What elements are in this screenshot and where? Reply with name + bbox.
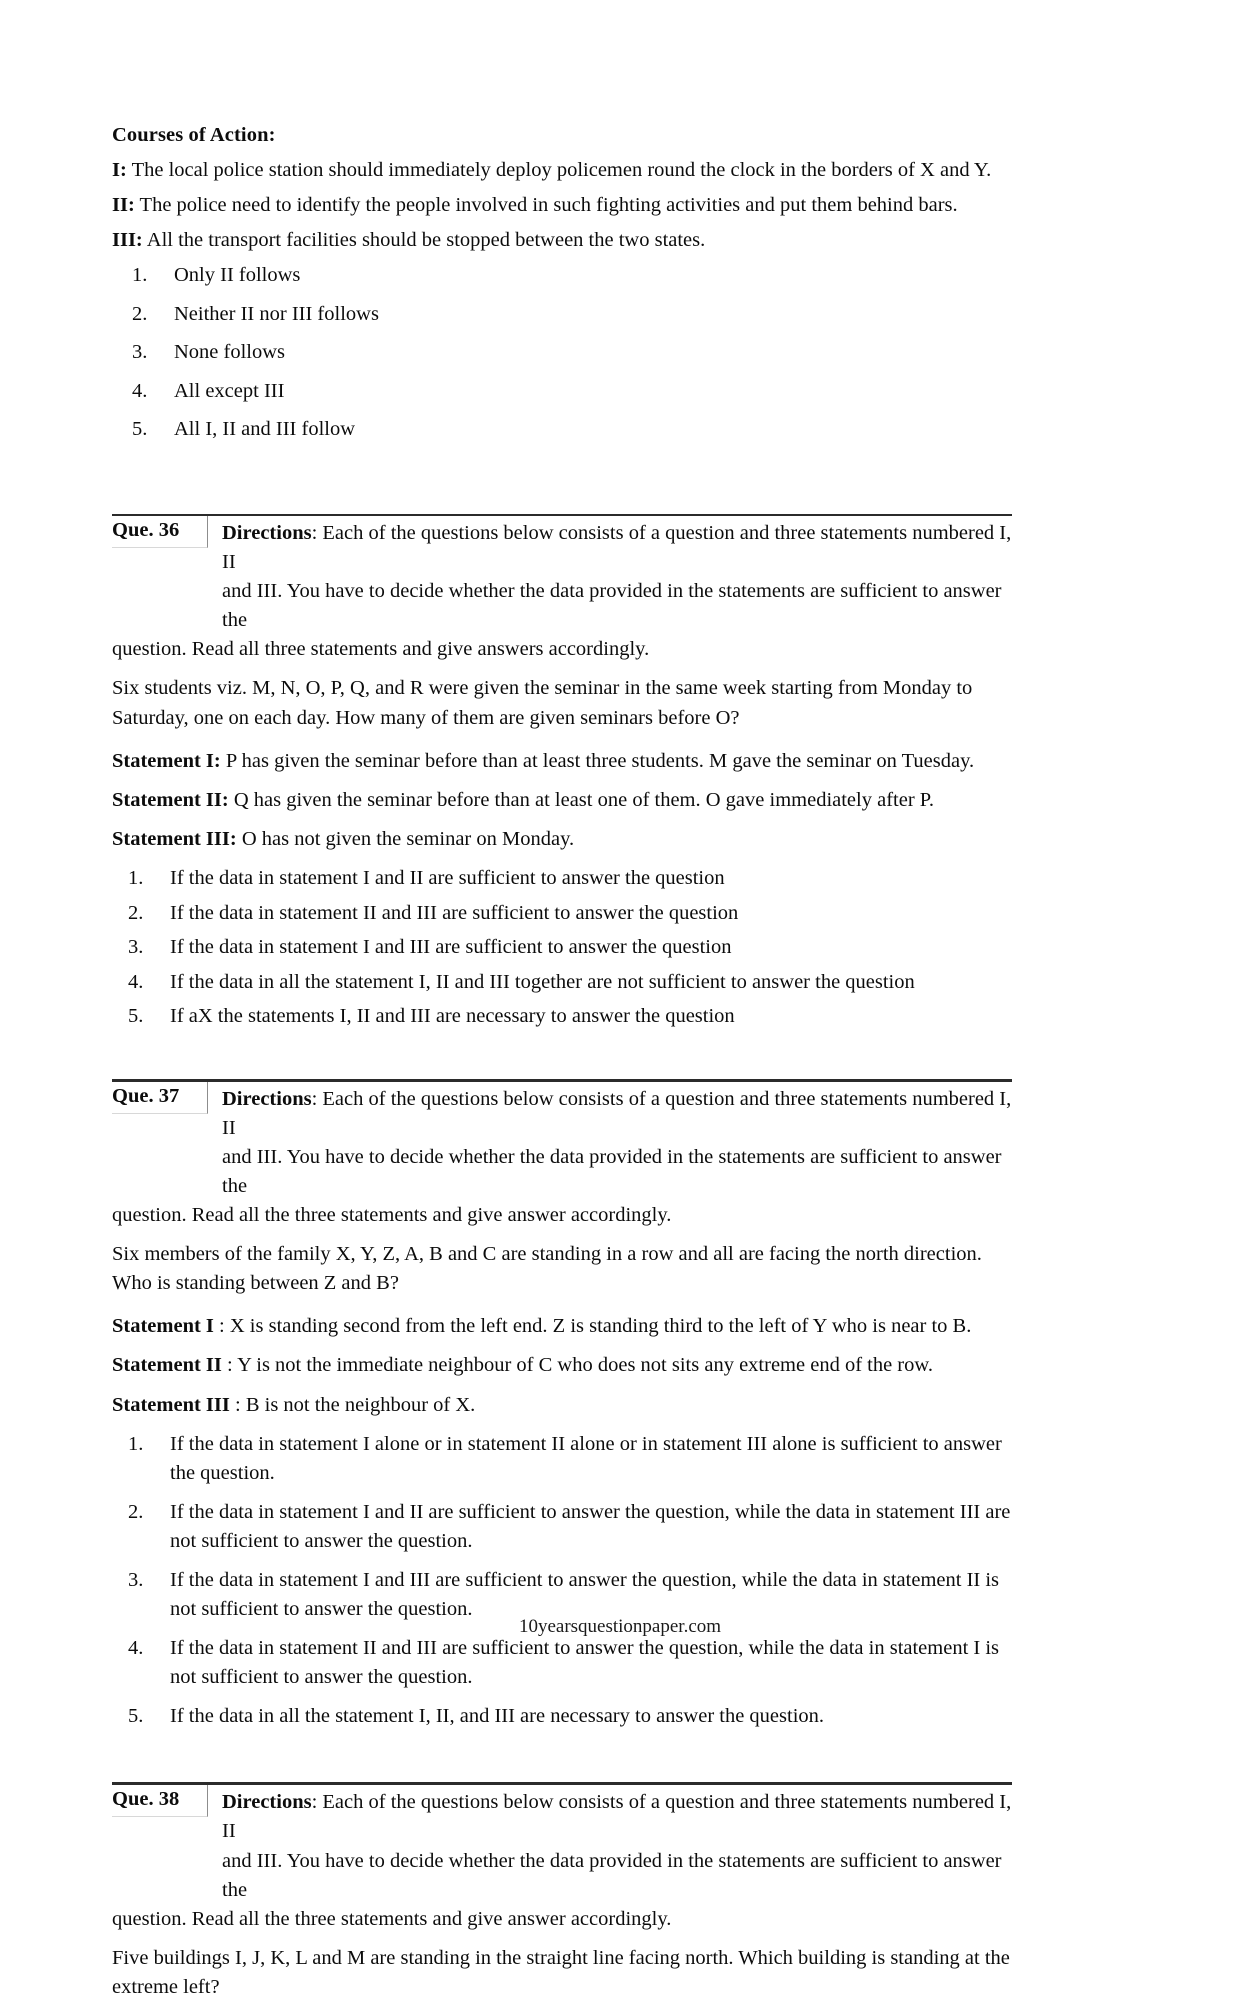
- question-passage: Five buildings I, J, K, L and M are standing in the straight line facing north. Which building is standing at the extreme left?: [112, 1946, 1010, 1998]
- courses-of-action-option-list: [112, 261, 1017, 445]
- question-statement: [112, 1351, 1017, 1380]
- question-body: [112, 1240, 1017, 1731]
- directions-lead: Directions: [222, 1791, 312, 1814]
- courses-of-action-section: [112, 124, 1017, 445]
- option-number: 1.: [128, 1432, 144, 1455]
- spacer: [112, 1304, 1017, 1312]
- directions-line: [222, 519, 1017, 577]
- option-item[interactable]: [112, 899, 1017, 929]
- option-number: 2.: [132, 302, 148, 325]
- option-number: 4.: [128, 970, 144, 993]
- question-statement: [112, 1312, 1017, 1341]
- question-statement: [112, 825, 1017, 854]
- option-label: If the data in statement I and II are sufficient to answer the question, while the data in statement III are not sufficient to answer the question.: [170, 1500, 1011, 1553]
- option-label: All except III: [174, 379, 285, 402]
- option-number: 4.: [132, 379, 148, 402]
- statement-text: P has given the seminar before than at least three students. M gave the seminar on Tuesday.: [220, 749, 975, 772]
- option-item[interactable]: [112, 968, 1017, 998]
- option-label: If the data in statement I and III are sufficient to answer the question: [170, 936, 732, 959]
- directions-lead: Directions: [222, 1087, 312, 1110]
- statement-text: O has not given the seminar on Monday.: [236, 827, 575, 850]
- option-number: 4.: [128, 1636, 144, 1659]
- question-body: [112, 1944, 1017, 2002]
- course-of-action-text: All the transport facilities should be stopped between the two states.: [142, 229, 706, 252]
- option-item[interactable]: [112, 933, 1017, 963]
- question-label-cell: [112, 1785, 208, 1817]
- option-label: All I, II and III follow: [174, 418, 356, 441]
- section-spacer: [112, 1037, 1017, 1053]
- statement-label: Statement III: [112, 1393, 230, 1416]
- course-of-action-label: III:: [112, 229, 143, 252]
- statement-text: : X is standing second from the left end. Z is standing third to the left of Y who is near to B.: [213, 1315, 972, 1338]
- statement-label: Statement I: [112, 1315, 214, 1338]
- question-directions-cell: [208, 516, 1017, 635]
- question-number-label: Que. 38: [112, 1788, 180, 1811]
- course-of-action-text: The local police station should immediately deploy policemen round the clock in the borders of X and Y.: [126, 159, 992, 181]
- statement-label: Statement I:: [112, 749, 221, 772]
- directions-text-line-2: and III. You have to decide whether the data provided in the statements are sufficient to answer the: [222, 580, 1002, 632]
- option-item[interactable]: [112, 1430, 1017, 1489]
- option-item[interactable]: [112, 300, 1017, 330]
- question-header: [112, 1082, 1017, 1201]
- directions-line: [112, 635, 1017, 664]
- statement-text: : Y is not the immediate neighbour of C who does not sits any extreme end of the row.: [221, 1354, 933, 1377]
- course-of-action-label: II:: [112, 194, 135, 217]
- directions-text-line-3: question. Read all the three statements and give answer accordingly.: [112, 1204, 672, 1227]
- directions-line: [112, 1905, 1017, 1934]
- option-item[interactable]: [112, 261, 1017, 291]
- directions-line: [222, 1143, 1017, 1201]
- option-label: If the data in statement II and III are sufficient to answer the question, while the data in statement I is not sufficient to answer the question.: [170, 1636, 1000, 1689]
- course-of-action-statement: [112, 226, 1017, 255]
- question-block-36: [112, 514, 1017, 1032]
- option-item[interactable]: [112, 1002, 1017, 1032]
- section-spacer: [112, 1740, 1017, 1756]
- question-block-38: [112, 1782, 1017, 2002]
- question-number-label: Que. 36: [112, 518, 180, 541]
- spacer: [112, 739, 1017, 747]
- question-option-list: [112, 1430, 1017, 1732]
- option-label: If aX the statements I, II and III are necessary to answer the question: [170, 1005, 735, 1028]
- statement-label: Statement III:: [112, 827, 237, 850]
- question-header: [112, 516, 1017, 635]
- option-number: 5.: [132, 418, 148, 441]
- question-body: [112, 674, 1017, 1031]
- question-statement: [112, 1391, 1017, 1420]
- directions-lead: Directions: [222, 521, 312, 544]
- option-number: 3.: [128, 936, 144, 959]
- option-label: If the data in statement I alone or in statement II alone or in statement III alone is sufficient to answer the question.: [170, 1432, 1002, 1485]
- question-label-cell: [112, 1082, 208, 1114]
- option-number: 5.: [128, 1005, 144, 1028]
- course-of-action-label: I:: [112, 159, 127, 181]
- option-number: 2.: [128, 901, 144, 924]
- option-item[interactable]: [112, 864, 1017, 894]
- option-item[interactable]: [112, 377, 1017, 407]
- question-number-label: Que. 37: [112, 1084, 180, 1107]
- option-item[interactable]: [112, 1702, 1017, 1732]
- option-label: Only II follows: [174, 264, 301, 287]
- question-statement: [112, 747, 1017, 776]
- directions-line: [222, 1788, 1017, 1846]
- directions-text-line-1: : Each of the questions below consists of a question and three statements numbered I, II: [222, 1791, 1012, 1843]
- course-of-action-statement: [112, 191, 1017, 220]
- course-of-action-text: The police need to identify the people involved in such fighting activities and put them behind bars.: [134, 194, 958, 217]
- question-option-list: [112, 864, 1017, 1032]
- question-statement: [112, 786, 1017, 815]
- option-number: 3.: [132, 341, 148, 364]
- section-spacer: [112, 454, 1017, 488]
- question-passage: Six members of the family X, Y, Z, A, B and C are standing in a row and all are facing the north direction. Who is standing between Z and B?: [112, 1243, 982, 1295]
- option-item[interactable]: [112, 415, 1017, 445]
- directions-text-line-3: question. Read all the three statements and give answer accordingly.: [112, 1907, 672, 1930]
- option-item[interactable]: [112, 1498, 1017, 1557]
- statement-label: Statement II:: [112, 788, 229, 811]
- option-number: 3.: [128, 1568, 144, 1591]
- courses-of-action-heading: Courses of Action:: [112, 124, 276, 146]
- statement-label: Statement II: [112, 1354, 222, 1377]
- directions-line: [112, 1201, 1017, 1230]
- option-item[interactable]: [112, 338, 1017, 368]
- directions-line: [222, 1085, 1017, 1143]
- directions-text-line-2: and III. You have to decide whether the data provided in the statements are sufficient to answer the: [222, 1849, 1002, 1901]
- question-directions-cell: [208, 1785, 1017, 1904]
- statement-text: Q has given the seminar before than at least one of them. O gave immediately after P.: [228, 788, 935, 811]
- question-passage: Six students viz. M, N, O, P, Q, and R were given the seminar in the same week starting from Monday to Saturday, one on each day. How many of them are given seminars before O?: [112, 677, 973, 729]
- question-header: [112, 1785, 1017, 1904]
- option-number: 1.: [128, 867, 144, 889]
- option-item[interactable]: [112, 1634, 1017, 1693]
- option-label: If the data in statement I and III are sufficient to answer the question, while the data in statement II is not sufficient to answer the question.: [170, 1568, 1000, 1621]
- option-number: 5.: [128, 1704, 144, 1727]
- option-label: If the data in statement I and II are sufficient to answer the question: [170, 867, 725, 889]
- directions-line: [222, 1847, 1017, 1905]
- option-number: 1.: [132, 264, 148, 287]
- directions-text-line-1: : Each of the questions below consists of a question and three statements numbered I, II: [222, 1087, 1012, 1139]
- page-content: [112, 124, 1017, 2008]
- footer-watermark: 10yearsquestionpaper.com: [518, 1616, 722, 1637]
- option-label: If the data in all the statement I, II, and III are necessary to answer the question.: [170, 1704, 825, 1727]
- option-label: None follows: [174, 341, 286, 364]
- option-label: If the data in all the statement I, II and III together are not sufficient to answer the question: [170, 970, 915, 993]
- option-label: If the data in statement II and III are sufficient to answer the question: [170, 901, 739, 924]
- directions-text-line-3: question. Read all three statements and give answers accordingly.: [112, 638, 650, 661]
- option-label: Neither II nor III follows: [174, 302, 379, 325]
- question-label-cell: [112, 516, 208, 548]
- option-number: 2.: [128, 1500, 144, 1523]
- question-directions-cell: [208, 1082, 1017, 1201]
- directions-line: [222, 577, 1017, 635]
- statement-text: : B is not the neighbour of X.: [229, 1393, 476, 1416]
- directions-text-line-2: and III. You have to decide whether the data provided in the statements are sufficient to answer the: [222, 1145, 1002, 1197]
- course-of-action-statement: [112, 156, 1017, 185]
- directions-text-line-1: : Each of the questions below consists of a question and three statements numbered I, II: [222, 521, 1012, 574]
